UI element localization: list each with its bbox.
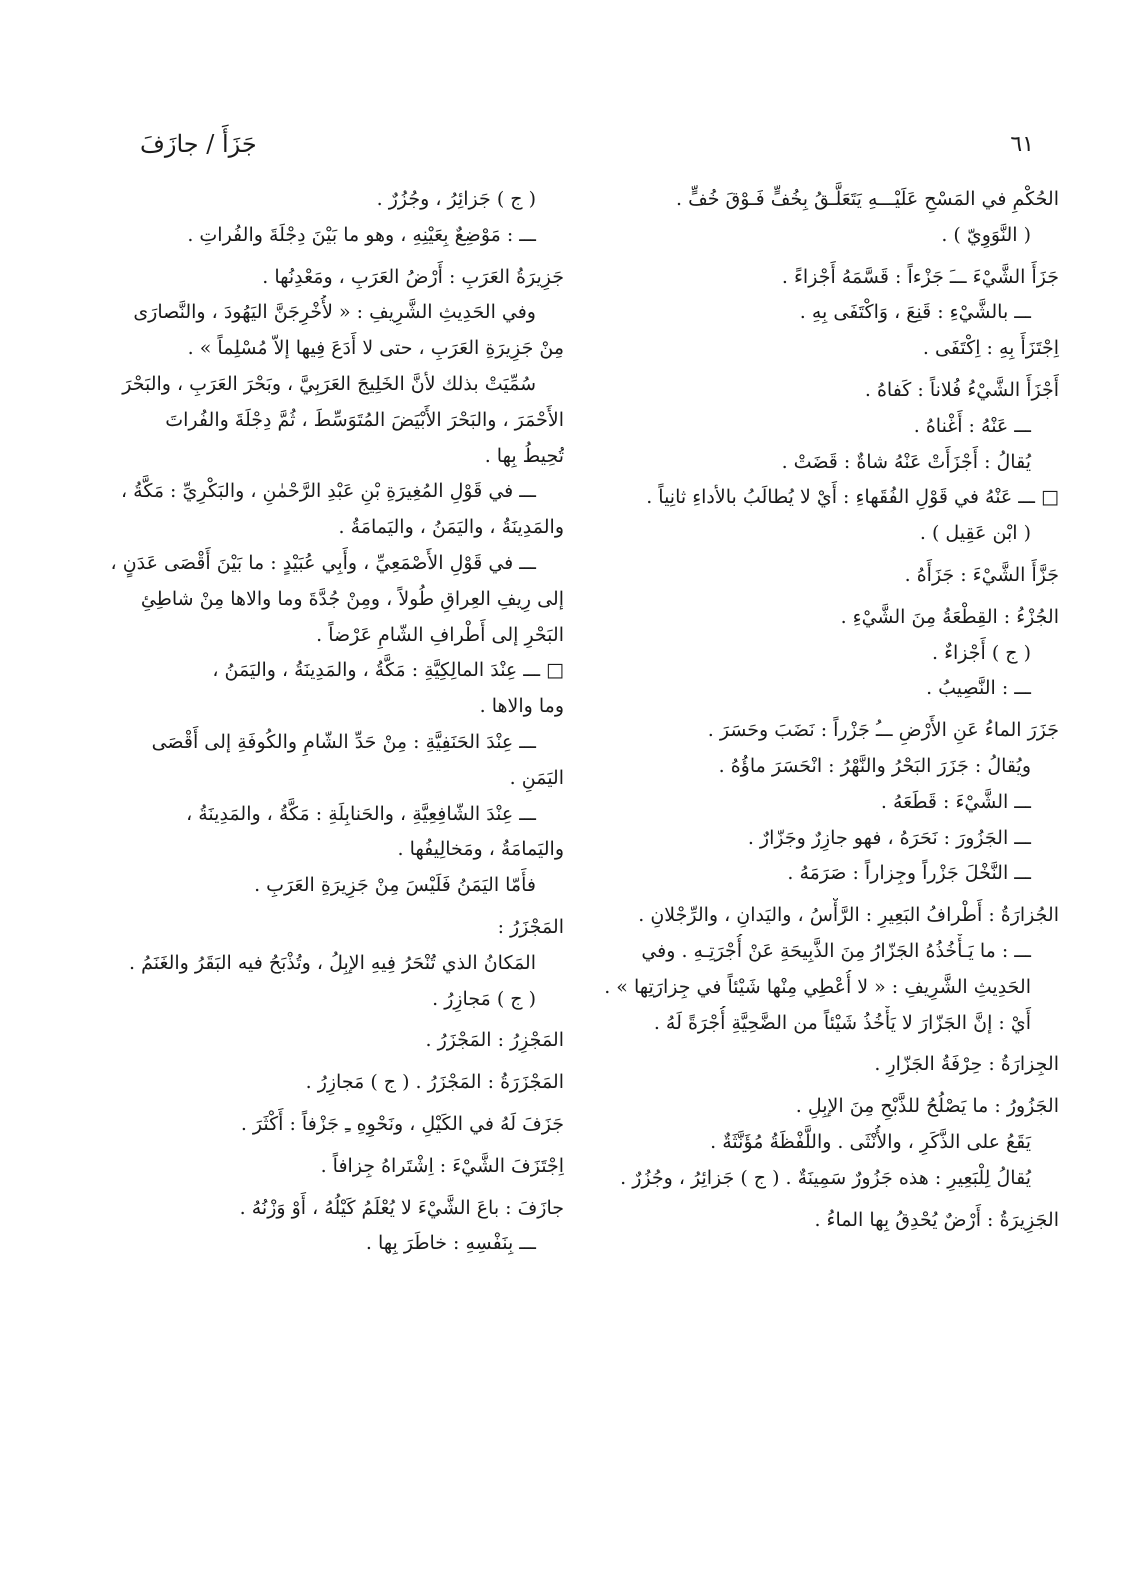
text-line: □ ـــ عِنْدَ المالِكِيَّةِ : مَكَّةُ ، والمَدِينَةُ ، واليَمَنُ ، [212,659,564,682]
text-line: الأَحْمَرَ ، والبَحْرَ الأَبْيَضَ المُتَوَسِّطَ ، ثُمَّ دِجْلَةَ والفُراتَ [165,408,564,431]
text-line: والمَدِينَةُ ، واليَمَنُ ، واليَمامَةُ . [338,516,564,539]
text-line: المَكانُ الذي تُنْحَرُ فِيهِ الإبِلُ ، وتُذْبَحُ فيه البَقَرُ والغَنَمُ . [128,951,536,974]
text-line: ويُقالُ : جَزَرَ البَحْرُ والنَّهْرُ : انْحَسَرَ ماؤُهُ . [718,754,1031,777]
text-line: ( النَّوَوِيّ ) . [941,223,1031,246]
text-line: ـــ الجَزُورَ : نَحَرَهُ ، فهو جازِرٌ وجَزّارٌ . [747,826,1031,849]
text-line: الحُكْمِ في المَسْحِ عَلَيْـــهِ يَتَعَلَّـقُ بِخُفٍّ فَـوْقَ خُفٍّ . [676,188,1059,210]
text-line: ـــ : مَوْضِعٌ بِعَيْنِهِ ، وهو ما بَيْنَ دِجْلَةَ والفُراتِ . [187,223,536,246]
text-line: يُقالُ لِلْبَعِيرِ : هذه جَزُورٌ سَمِينَةٌ . ( ج ) جَزائِرُ ، وجُزُرٌ . [620,1166,1031,1189]
text-line: تُحِيطُ بِها . [484,444,564,467]
text-line: ـــ عَنْهُ : أَغْناهُ . [913,414,1031,437]
entry-headword-line: المَجْزَرَةُ : المَجْزَرُ . ( ج ) مَجازِرُ . [305,1071,564,1094]
entry-headword-line: المَجْزِرُ : المَجْزَرُ . [425,1029,564,1052]
text-line: ـــ عِنْدَ الشّافِعِيَّةِ ، والحَنابِلَةِ : مَكَّةُ ، والمَدِينَةُ ، [186,802,536,825]
entry-headword-line: جَزَّأَ الشَّيْءَ : جَزَأَهُ . [904,563,1059,586]
entry-headword-line: جَزَأَ الشَّيْءَ ـــَ جَزْءاً : قَسَّمَهُ أَجْزاءً . [781,265,1059,288]
text-line: وفي الحَدِيثِ الشَّرِيفِ : « لأُخْرِجَنَّ اليَهُودَ ، والنَّصارَى [133,301,536,324]
right-column [599,182,1059,1238]
text-line: ( ج ) أَجْزاءٌ . [931,641,1031,664]
text-line: يَقَعُ على الذَّكَرِ ، والأُنْثَى . واللَّفْظَةُ مُؤَنَّثَةٌ . [710,1130,1031,1153]
entry-headword-line: اِجْتَزَأَ بِهِ : اِكْتَفَى . [922,337,1059,360]
text-line: ( ج ) مَجازِرُ . [432,987,536,1010]
entry-headword-line: جَزَفَ لَهُ في الكَيْلِ ، ونَحْوِهِ ـِ جَزْفاً : أَكْثَرَ . [240,1112,564,1135]
entry-headword-line: جَزَرَ الماءُ عَنِ الأَرْضِ ـــُ جَزْراً : نَضَبَ وحَسَرَ . [707,719,1059,742]
running-head: جَزَأَ / جازَفَ [140,130,257,158]
text-line: ( ج ) جَزائِرُ ، وجُزُرٌ . [376,188,536,210]
entry-headword-line: الجُزْءُ : القِطْعَةُ مِنَ الشَّيْءِ . [840,605,1059,628]
left-column [109,182,564,1262]
text-line: ـــ في قَوْلِ الأَصْمَعِيِّ ، وأَبِي عُبَيْدٍ : ما بَيْنَ أَقْصَى عَدَنٍ ، [110,551,536,574]
text-line: فأَمّا اليَمَنُ فَلَيْسَ مِنْ جَزِيرَةِ العَرَبِ . [254,874,536,897]
text-line: ـــ بالشَّيْءِ : قَنِعَ ، وَاكْتَفَى بِهِ . [799,301,1031,324]
text-line: أَيْ : إنَّ الجَزّارَ لا يَأْخُذُ شَيْئاً من الضَّحِيَّةِ أُجْرَةً لَهُ . [653,1011,1031,1034]
text-line: ـــ في قَوْلِ المُغِيرَةِ بْنِ عَبْدِ الرَّحْمٰنِ ، والبَكْرِيِّ : مَكَّةُ ، [120,480,536,503]
text-line: البَحْرِ إلى أَطْرافِ الشّامِ عَرْضاً . [316,623,564,646]
text-line: إلى رِيفِ العِراقِ طُولاً ، ومِنْ جُدَّةَ وما والاها مِنْ شاطِئِ [140,587,564,610]
text-line: ـــ بِنَفْسِهِ : خاطَرَ بِها . [365,1232,536,1255]
entry-headword-line: الجُزارَةُ : أَطْرافُ البَعِيرِ : الرَّأْسُ ، واليَدانِ ، والرِّجْلانِ . [638,904,1059,927]
text-line: مِنْ جَزِيرَةِ العَرَبِ ، حتى لا أَدَعَ فِيها إلاّ مُسْلِماً » . [187,337,564,360]
text-line: الحَدِيثِ الشَّرِيفِ : « لا أُعْطِي مِنْها شَيْئاً في جِزارَتِها » . [604,975,1031,998]
entry-headword-line: أَجْزَأَ الشَّيْءُ فُلاناً : كَفاهُ . [864,378,1059,401]
text-line: ـــ النَّخْلَ جَزْراً وجِزاراً : صَرَمَهُ . [787,862,1031,885]
text-line: ـــ الشَّيْءَ : قَطَعَهُ . [880,790,1031,813]
entry-headword-line: اِجْتَزَفَ الشَّيْءَ : اِشْتَراهُ جِزافاً . [320,1154,564,1177]
entry-headword-line: جَزِيرَةُ العَرَبِ : أَرْضُ العَرَبِ ، ومَعْدِنُها . [262,265,564,288]
text-line: اليَمَنِ . [509,766,564,789]
text-line: ( ابْن عَقِيل ) . [919,522,1031,545]
entry-headword-line: جازَفَ : باعَ الشَّيْءَ لا يُعْلَمُ كَيْلُهُ ، أَوْ وَزْنُهُ . [239,1196,564,1219]
text-line: ـــ : النَّصِيبُ . [926,677,1031,700]
page-number: ٦١ [1010,132,1034,157]
text-line: ـــ عِنْدَ الحَنَفِيَّةِ : مِنْ حَدِّ الشّامِ والكُوفَةِ إلى أَقْصَى [151,730,536,753]
text-line: سُمِّيَتْ بذلك لأنَّ الخَلِيجَ العَرَبِيَّ ، وبَحْرَ العَرَبِ ، والبَحْرَ [122,372,536,395]
text-line: ـــ : ما يَـأْخُذُهُ الجَزّارُ مِنَ الذَّبِيحَةِ عَنْ أُجْرَتِـهِ . وفي [641,939,1031,962]
entry-headword-line: الجِزارَةُ : حِرْفَةُ الجَزّارِ . [874,1053,1059,1076]
entry-headword-line: المَجْزَرُ : [497,915,564,938]
text-line: واليَمامَةُ ، ومَخالِيفُها . [397,838,564,861]
text-line: □ ـــ عَنْهُ في قَوْلِ الفُقَهاءِ : أَيْ لا يُطالَبُ بالأداءِ ثانِياً . [646,486,1059,509]
text-line: يُقالُ : أَجْزَأَتْ عَنْهُ شاةٌ : قَضَتْ . [781,450,1031,473]
text-line: وما والاها . [479,695,564,718]
entry-headword-line: الجَزِيرَةُ : أَرْضٌ يُحْدِقُ بِها الماءُ . [814,1208,1059,1231]
entry-headword-line: الجَزُورُ : ما يَصْلُحُ للذَّبْحِ مِنَ الإبِلِ . [795,1095,1059,1118]
